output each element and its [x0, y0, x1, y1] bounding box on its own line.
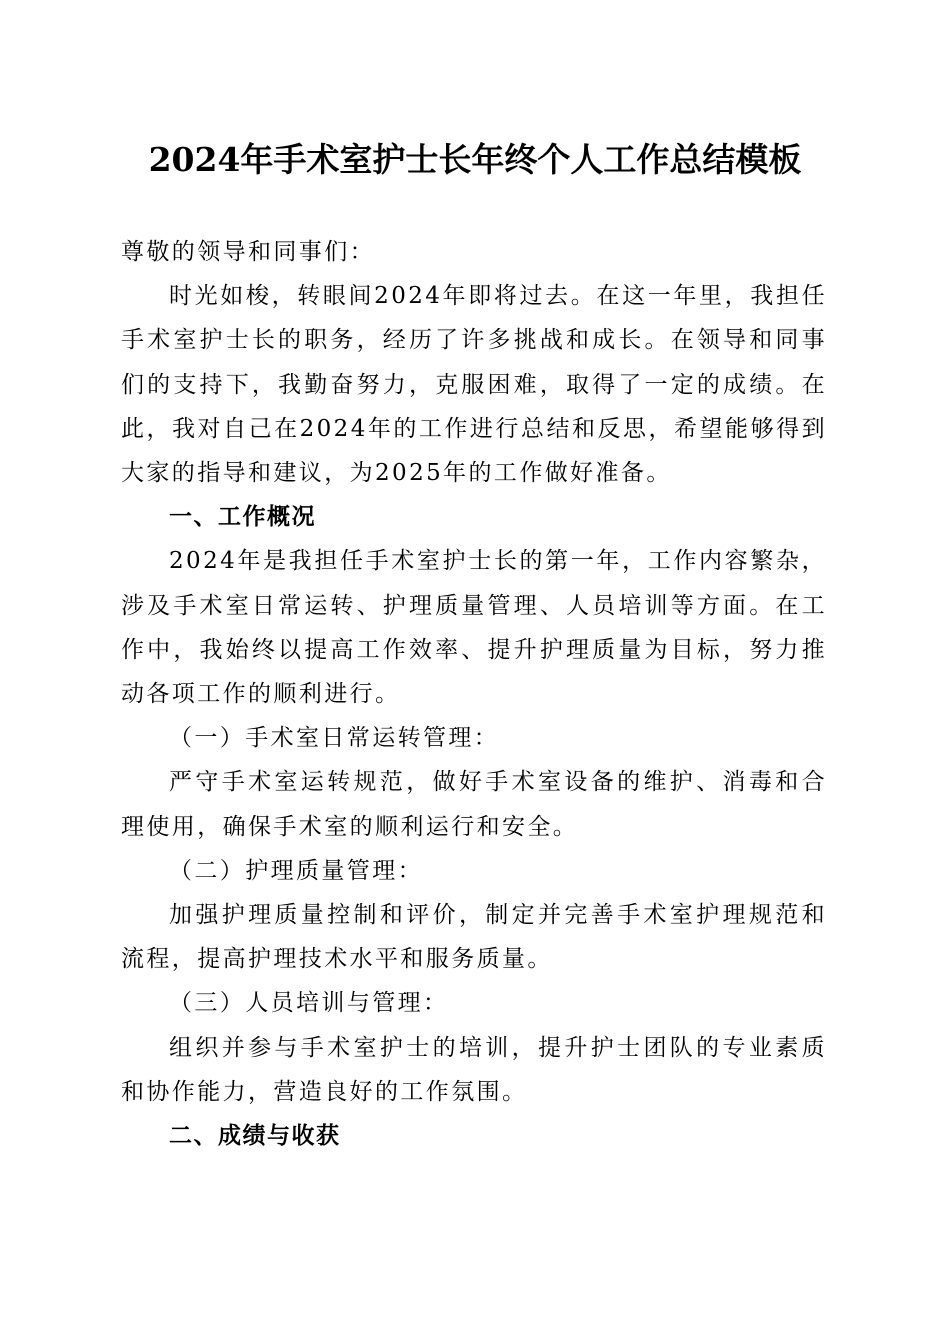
subsection-3-heading: （三）人员培训与管理：	[169, 990, 449, 1017]
subsection-3-paragraph: 组织并参与手术室护士的培训，提升护士团队的专业素质和协作能力，营造良好的工作氛围。	[121, 1034, 827, 1105]
subsection-2-heading: （二）护理质量管理：	[169, 857, 423, 884]
greeting: 尊敬的领导和同事们：	[121, 239, 375, 265]
section-1-heading: 一、工作概况	[169, 503, 316, 531]
document-body	[121, 230, 827, 1158]
subsection-1-paragraph: 严守手术室运转规范，做好手术室设备的维护、消毒和合理使用，确保手术室的顺利运行和安全。	[121, 769, 827, 840]
section-1-paragraph: 2024年是我担任手术室护士长的第一年，工作内容繁杂，涉及手术室日常运转、护理质量管理、人员培训等方面。在工作中，我始终以提高工作效率、提升护理质量为目标，努力推动各项工作的顺利进行。	[121, 548, 827, 708]
subsection-1-heading: （一）手术室日常运转管理：	[169, 725, 500, 752]
section-2-heading: 二、成绩与收获	[169, 1122, 341, 1150]
subsection-2-paragraph: 加强护理质量控制和评价，制定并完善手术室护理规范和流程，提高护理技术水平和服务质量。	[121, 902, 827, 973]
document-title: 2024年手术室护士长年终个人工作总结模板	[148, 140, 802, 179]
intro-paragraph: 时光如梭，转眼间2024年即将过去。在这一年里，我担任手术室护士长的职务，经历了许多挑战和成长。在领导和同事们的支持下，我勤奋努力，克服困难，取得了一定的成绩。在此，我对自己在2024年的工作进行总结和反思，希望能够得到大家的指导和建议，为2025年的工作做好准备。	[121, 283, 827, 487]
